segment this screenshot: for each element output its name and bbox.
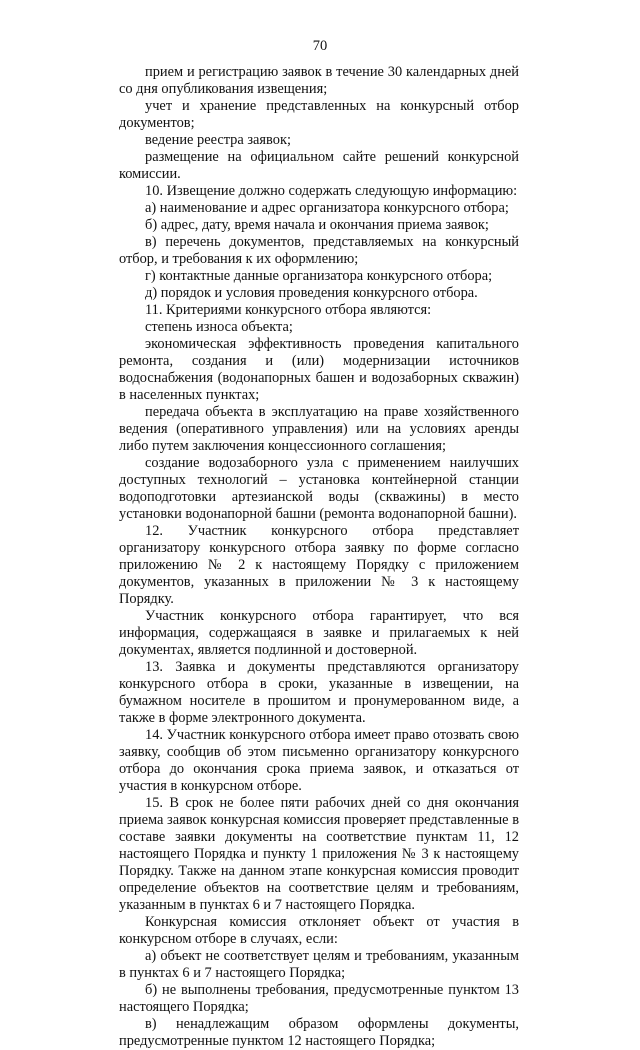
paragraph: 14. Участник конкурсного отбора имеет право отозвать свою заявку, сообщив об этом письменно организатору конкурсного отбора до окончания срока приема заявок, и отказаться от участия в конкурсном отборе. (119, 727, 519, 794)
paragraph: 15. В срок не более пяти рабочих дней со дня окончания приема заявок конкурсная комиссия проверяет представленные в составе заявки документы на соответствие пунктам 11, 12 настоящего Порядка и пункту 1 приложения № 3 к настоящему Порядку. Также на данном этапе конкурсная комиссия проводит определение объектов на соответствие целям и требованиям, указанным в пунктах 6 и 7 настоящего Порядка. (119, 795, 519, 913)
document-body (119, 64, 519, 1050)
paragraph: 11. Критериями конкурсного отбора являются: (145, 302, 432, 318)
paragraph: д) порядок и условия проведения конкурсного отбора. (145, 285, 478, 301)
paragraph: 13. Заявка и документы представляются организатору конкурсного отбора в сроки, указанные в извещении, на бумажном носителе в прошитом и пронумерованном виде, а также в форме электронного документа. (119, 659, 519, 726)
paragraph: а) объект не соответствует целям и требованиям, указанным в пунктах 6 и 7 настоящего Порядка; (119, 948, 519, 981)
paragraph: передача объекта в эксплуатацию на праве хозяйственного ведения (оперативного управления) или на условиях аренды либо путем заключения концессионного соглашения; (119, 404, 519, 454)
paragraph: а) наименование и адрес организатора конкурсного отбора; (145, 200, 509, 216)
paragraph: ведение реестра заявок; (145, 132, 291, 148)
paragraph: 10. Извещение должно содержать следующую информацию: (145, 183, 518, 199)
paragraph: в) ненадлежащим образом оформлены документы, предусмотренные пунктом 12 настоящего Порядка; (119, 1016, 519, 1049)
paragraph: создание водозаборного узла с применением наилучших доступных технологий – установка контейнерной станции водоподготовки артезианской воды (скважины) в место установки водонапорной башни (ремонта водонапорной башни). (119, 455, 519, 522)
paragraph: 12. Участник конкурсного отбора представляет организатору конкурсного отбора заявку по форме согласно приложению № 2 к настоящему Порядку с приложением документов, указанных в приложении № 3 к настоящему Порядку. (119, 523, 519, 607)
paragraph: степень износа объекта; (145, 319, 293, 335)
paragraph: учет и хранение представленных на конкурсный отбор документов; (119, 98, 519, 131)
paragraph: г) контактные данные организатора конкурсного отбора; (145, 268, 493, 284)
paragraph: размещение на официальном сайте решений конкурсной комиссии. (119, 149, 519, 182)
paragraph: в) перечень документов, представляемых на конкурсный отбор, и требования к их оформлению; (119, 234, 519, 267)
paragraph: б) адрес, дату, время начала и окончания приема заявок; (145, 217, 489, 233)
paragraph: б) не выполнены требования, предусмотренные пунктом 13 настоящего Порядка; (119, 982, 519, 1015)
paragraph: Участник конкурсного отбора гарантирует, что вся информация, содержащаяся в заявке и прилагаемых к ней документах, является подлинной и достоверной. (119, 608, 519, 658)
paragraph: прием и регистрацию заявок в течение 30 календарных дней со дня опубликования извещения; (119, 64, 519, 97)
paragraph: Конкурсная комиссия отклоняет объект от участия в конкурсном отборе в случаях, если: (119, 914, 519, 947)
page-number: 70 (312, 38, 328, 54)
paragraph: экономическая эффективность проведения капитального ремонта, создания и (или) модернизации источников водоснабжения (водонапорных башен и водозаборных скважин) в населенных пунктах; (119, 336, 519, 403)
